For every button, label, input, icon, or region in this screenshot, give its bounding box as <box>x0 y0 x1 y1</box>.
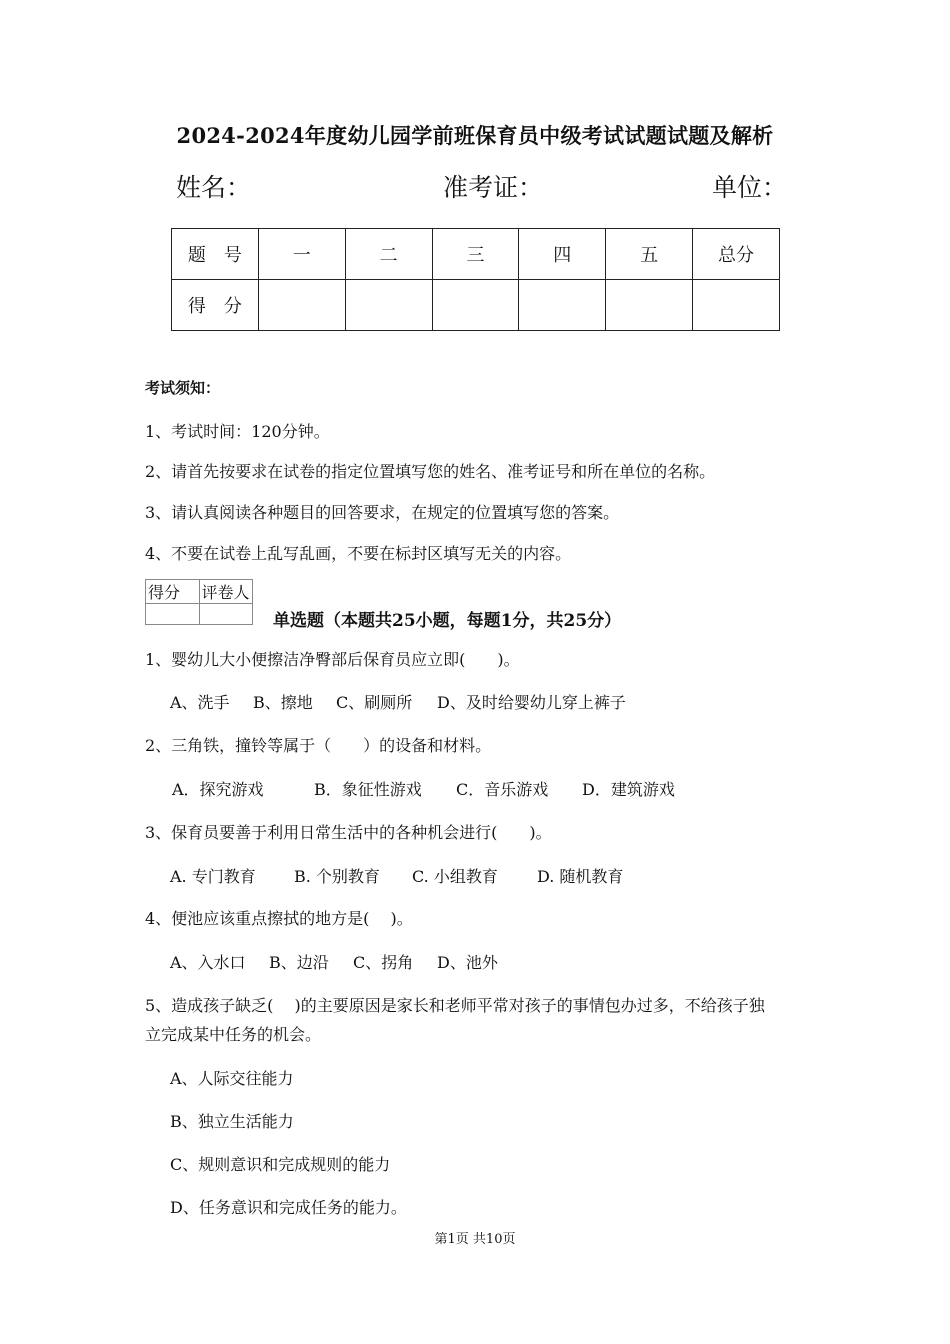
name-label: 姓名： <box>176 173 252 202</box>
score-entry-cell <box>258 280 345 331</box>
score-entry-cell <box>693 280 780 331</box>
notice-heading: 考试须知： <box>145 379 221 397</box>
exam-id-label: 准考证： <box>443 173 544 202</box>
question-stem: 2、三角铁，撞铃等属于（ ）的设备和材料。 <box>145 736 492 755</box>
score-table-header-row <box>172 229 780 280</box>
question-stem: 1、婴幼儿大小便擦洁净臀部后保育员应立即( )。 <box>145 650 520 669</box>
section-title: 单选题（本题共25小题，每题1分，共25分） <box>273 611 622 631</box>
question-stem-continuation: 立完成某中任务的机会。 <box>145 1025 322 1044</box>
question-option: A、入水口 <box>170 953 246 972</box>
question-stem: 3、保育员要善于利用日常生活中的各种机会进行( )。 <box>145 823 552 842</box>
notice-item: 3、请认真阅读各种题目的回答要求，在规定的位置填写您的答案。 <box>145 503 620 522</box>
question-option: D．建筑游戏 <box>582 780 675 799</box>
question-option: A、洗手 <box>170 693 230 712</box>
score-table-cell: 总分 <box>693 229 780 280</box>
document-title: 2024-2024年度幼儿园学前班保育员中级考试试题试题及解析 <box>176 123 774 148</box>
question-option: D、任务意识和完成任务的能力。 <box>170 1198 407 1217</box>
notice-item: 1、考试时间：120分钟。 <box>145 422 330 441</box>
score-table-cell: 二 <box>345 229 432 280</box>
grader-name-cell <box>199 604 253 625</box>
score-table-cell: 三 <box>432 229 519 280</box>
score-table <box>171 228 780 331</box>
question-stem: 4、便池应该重点擦拭的地方是( )。 <box>145 909 413 928</box>
question-option: C、规则意识和完成规则的能力 <box>170 1155 391 1174</box>
score-entry-cell <box>519 280 606 331</box>
question-stem: 5、造成孩子缺乏( )的主要原因是家长和老师平常对孩子的事情包办过多，不给孩子独 <box>145 996 765 1015</box>
score-table-score-row <box>172 280 780 331</box>
question-option: C. 小组教育 <box>412 867 498 886</box>
notice-item: 2、请首先按要求在试卷的指定位置填写您的姓名、准考证号和所在单位的名称。 <box>145 462 716 481</box>
question-option: B、独立生活能力 <box>170 1112 294 1131</box>
grader-name-label: 评卷人 <box>199 580 253 604</box>
question-option: A．探究游戏 <box>172 780 264 799</box>
question-option: B、擦地 <box>253 693 313 712</box>
question-option: B、边沿 <box>269 953 329 972</box>
grader-score-cell <box>146 604 200 625</box>
score-entry-cell <box>606 280 693 331</box>
question-option: B. 个别教育 <box>294 867 380 886</box>
question-option: A. 专门教育 <box>170 867 256 886</box>
question-option: C、刷厕所 <box>336 693 413 712</box>
grader-table <box>145 579 253 625</box>
question-option: C、拐角 <box>353 953 414 972</box>
question-option: D. 随机教育 <box>537 867 624 886</box>
question-option: C．音乐游戏 <box>456 780 549 799</box>
question-option: D、及时给婴幼儿穿上裤子 <box>437 693 626 712</box>
question-option: B．象征性游戏 <box>314 780 422 799</box>
score-table-cell: 五 <box>606 229 693 280</box>
score-entry-cell <box>345 280 432 331</box>
grader-score-label: 得分 <box>146 580 200 604</box>
score-table-cell: 一 <box>258 229 345 280</box>
unit-label: 单位： <box>712 173 788 202</box>
question-option: A、人际交往能力 <box>170 1069 294 1088</box>
score-table-cell: 四 <box>519 229 606 280</box>
score-table-cell: 得 分 <box>172 280 259 331</box>
page-footer: 第1页 共10页 <box>434 1232 516 1247</box>
notice-item: 4、不要在试卷上乱写乱画，不要在标封区填写无关的内容。 <box>145 544 572 563</box>
score-table-cell: 题 号 <box>172 229 259 280</box>
question-option: D、池外 <box>437 953 498 972</box>
score-entry-cell <box>432 280 519 331</box>
